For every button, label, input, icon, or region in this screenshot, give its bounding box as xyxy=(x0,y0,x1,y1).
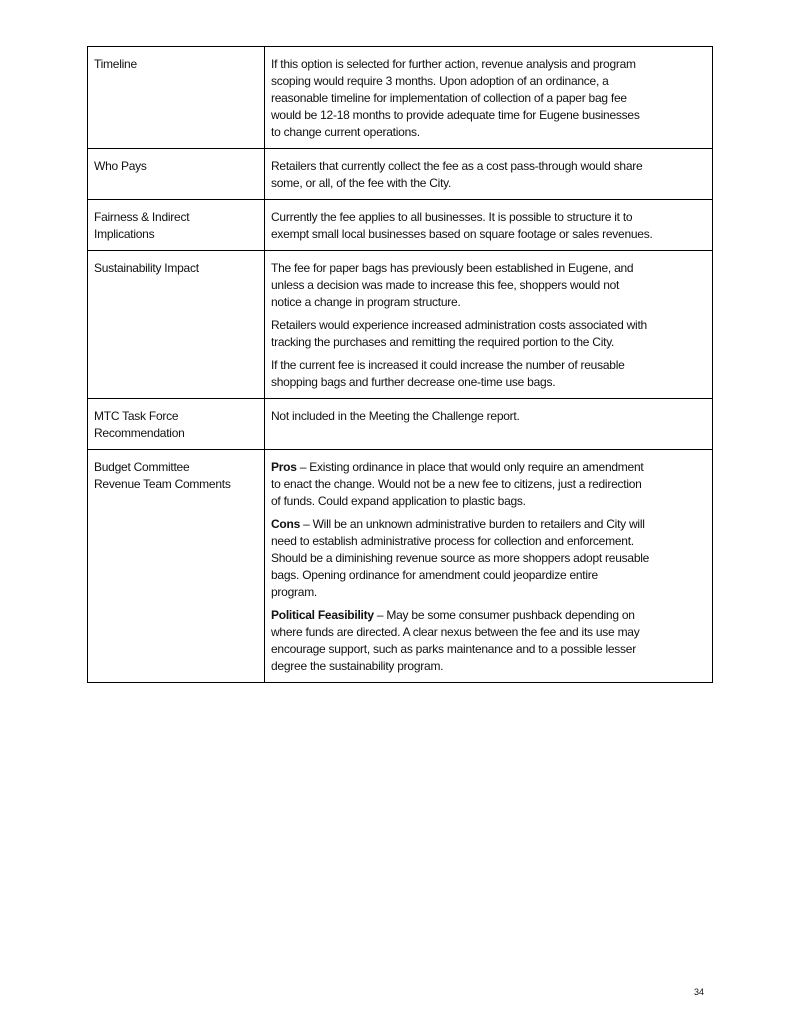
table-row xyxy=(88,450,713,683)
paragraph-lead: Pros xyxy=(271,460,297,474)
table-row xyxy=(88,399,713,450)
text-line xyxy=(271,493,706,510)
text-line-content: – May be some consumer pushback depending on xyxy=(373,608,635,622)
row-label-line: Budget Committee xyxy=(94,460,190,474)
row-label-cell xyxy=(88,399,265,450)
text-line-content: The fee for paper bags has previously been established in Eugene, and xyxy=(271,261,634,275)
row-label-cell xyxy=(88,200,265,251)
text-line-content: need to establish administrative process for collection and enforcement. xyxy=(271,534,634,548)
row-content-cell xyxy=(265,399,713,450)
row-label-line: Recommendation xyxy=(94,426,185,440)
row-label-line: Revenue Team Comments xyxy=(94,477,231,491)
row-label-line: Who Pays xyxy=(94,159,147,173)
option-details-table xyxy=(87,46,713,683)
text-line-content: Retailers that currently collect the fee as a cost pass-through would share xyxy=(271,159,643,173)
text-line xyxy=(271,158,706,175)
paragraph xyxy=(271,607,706,675)
text-line-content: exempt small local businesses based on square footage or sales revenues. xyxy=(271,227,653,241)
paragraph-lead: Cons xyxy=(271,517,300,531)
text-line xyxy=(271,260,706,277)
table-row xyxy=(88,200,713,251)
table-row xyxy=(88,251,713,399)
text-line-content: some, or all, of the fee with the City. xyxy=(271,176,452,190)
paragraph xyxy=(271,260,706,311)
text-line-content: to change current operations. xyxy=(271,125,420,139)
paragraph xyxy=(271,357,706,391)
text-line xyxy=(271,550,706,567)
paragraph xyxy=(271,56,706,141)
text-line xyxy=(271,334,706,351)
text-line-content: tracking the purchases and remitting the required portion to the City. xyxy=(271,335,615,349)
row-label-line: Fairness & Indirect xyxy=(94,210,190,224)
text-line xyxy=(271,476,706,493)
page-number: 34 xyxy=(694,987,705,997)
text-line-content: bags. Opening ordinance for amendment could jeopardize entire xyxy=(271,568,598,582)
text-line-content: Not included in the Meeting the Challenge report. xyxy=(271,409,520,423)
paragraph xyxy=(271,516,706,601)
paragraph xyxy=(271,317,706,351)
row-label-line: MTC Task Force xyxy=(94,409,179,423)
text-line-content: of funds. Could expand application to plastic bags. xyxy=(271,494,526,508)
text-line-content: encourage support, such as parks maintenance and to a possible lesser xyxy=(271,642,636,656)
paragraph xyxy=(271,408,706,425)
text-line xyxy=(271,226,706,243)
text-line xyxy=(271,357,706,374)
paragraph xyxy=(271,158,706,192)
text-line xyxy=(271,624,706,641)
text-line xyxy=(271,294,706,311)
text-line-content: Should be a diminishing revenue source as more shoppers adopt reusable xyxy=(271,551,650,565)
text-line xyxy=(271,567,706,584)
row-content-cell xyxy=(265,47,713,149)
text-line xyxy=(271,73,706,90)
text-line xyxy=(271,533,706,550)
text-line-content: scoping would require 3 months. Upon adoption of an ordinance, a xyxy=(271,74,609,88)
row-content-cell xyxy=(265,251,713,399)
text-line-content: program. xyxy=(271,585,318,599)
text-line xyxy=(271,459,706,476)
text-line-content: If the current fee is increased it could increase the number of reusable xyxy=(271,358,625,372)
text-line xyxy=(271,56,706,73)
text-line-content: would be 12-18 months to provide adequate time for Eugene businesses xyxy=(271,108,640,122)
row-content-cell xyxy=(265,200,713,251)
paragraph-lead: Political Feasibility xyxy=(271,608,374,622)
row-label-cell xyxy=(88,149,265,200)
text-line-content: shopping bags and further decrease one-time use bags. xyxy=(271,375,556,389)
text-line-content: to enact the change. Would not be a new fee to citizens, just a redirection xyxy=(271,477,642,491)
table-row xyxy=(88,149,713,200)
text-line xyxy=(271,209,706,226)
text-line xyxy=(271,374,706,391)
text-line xyxy=(271,107,706,124)
text-line xyxy=(271,317,706,334)
table-row xyxy=(88,47,713,149)
paragraph xyxy=(271,459,706,510)
text-line-content: unless a decision was made to increase this fee, shoppers would not xyxy=(271,278,620,292)
text-line xyxy=(271,124,706,141)
row-label-line: Sustainability Impact xyxy=(94,261,199,275)
paragraph xyxy=(271,209,706,243)
text-line-content: where funds are directed. A clear nexus between the fee and its use may xyxy=(271,625,640,639)
text-line-content: reasonable timeline for implementation of collection of a paper bag fee xyxy=(271,91,627,105)
row-label-line: Implications xyxy=(94,227,155,241)
text-line xyxy=(271,408,706,425)
text-line xyxy=(271,516,706,533)
text-line xyxy=(271,90,706,107)
text-line xyxy=(271,607,706,624)
row-content-cell xyxy=(265,149,713,200)
row-content-cell xyxy=(265,450,713,683)
text-line xyxy=(271,658,706,675)
text-line-content: – Existing ordinance in place that would only require an amendment xyxy=(296,460,644,474)
text-line xyxy=(271,175,706,192)
row-label-cell xyxy=(88,251,265,399)
text-line-content: notice a change in program structure. xyxy=(271,295,461,309)
row-label-cell xyxy=(88,47,265,149)
row-label-cell xyxy=(88,450,265,683)
text-line-content: If this option is selected for further action, revenue analysis and program xyxy=(271,57,636,71)
text-line xyxy=(271,641,706,658)
text-line-content: degree the sustainability program. xyxy=(271,659,444,673)
text-line xyxy=(271,584,706,601)
text-line-content: – Will be an unknown administrative burden to retailers and City will xyxy=(300,517,645,531)
text-line-content: Currently the fee applies to all businesses. It is possible to structure it to xyxy=(271,210,633,224)
text-line-content: Retailers would experience increased administration costs associated with xyxy=(271,318,647,332)
text-line xyxy=(271,277,706,294)
row-label-line: Timeline xyxy=(94,57,137,71)
